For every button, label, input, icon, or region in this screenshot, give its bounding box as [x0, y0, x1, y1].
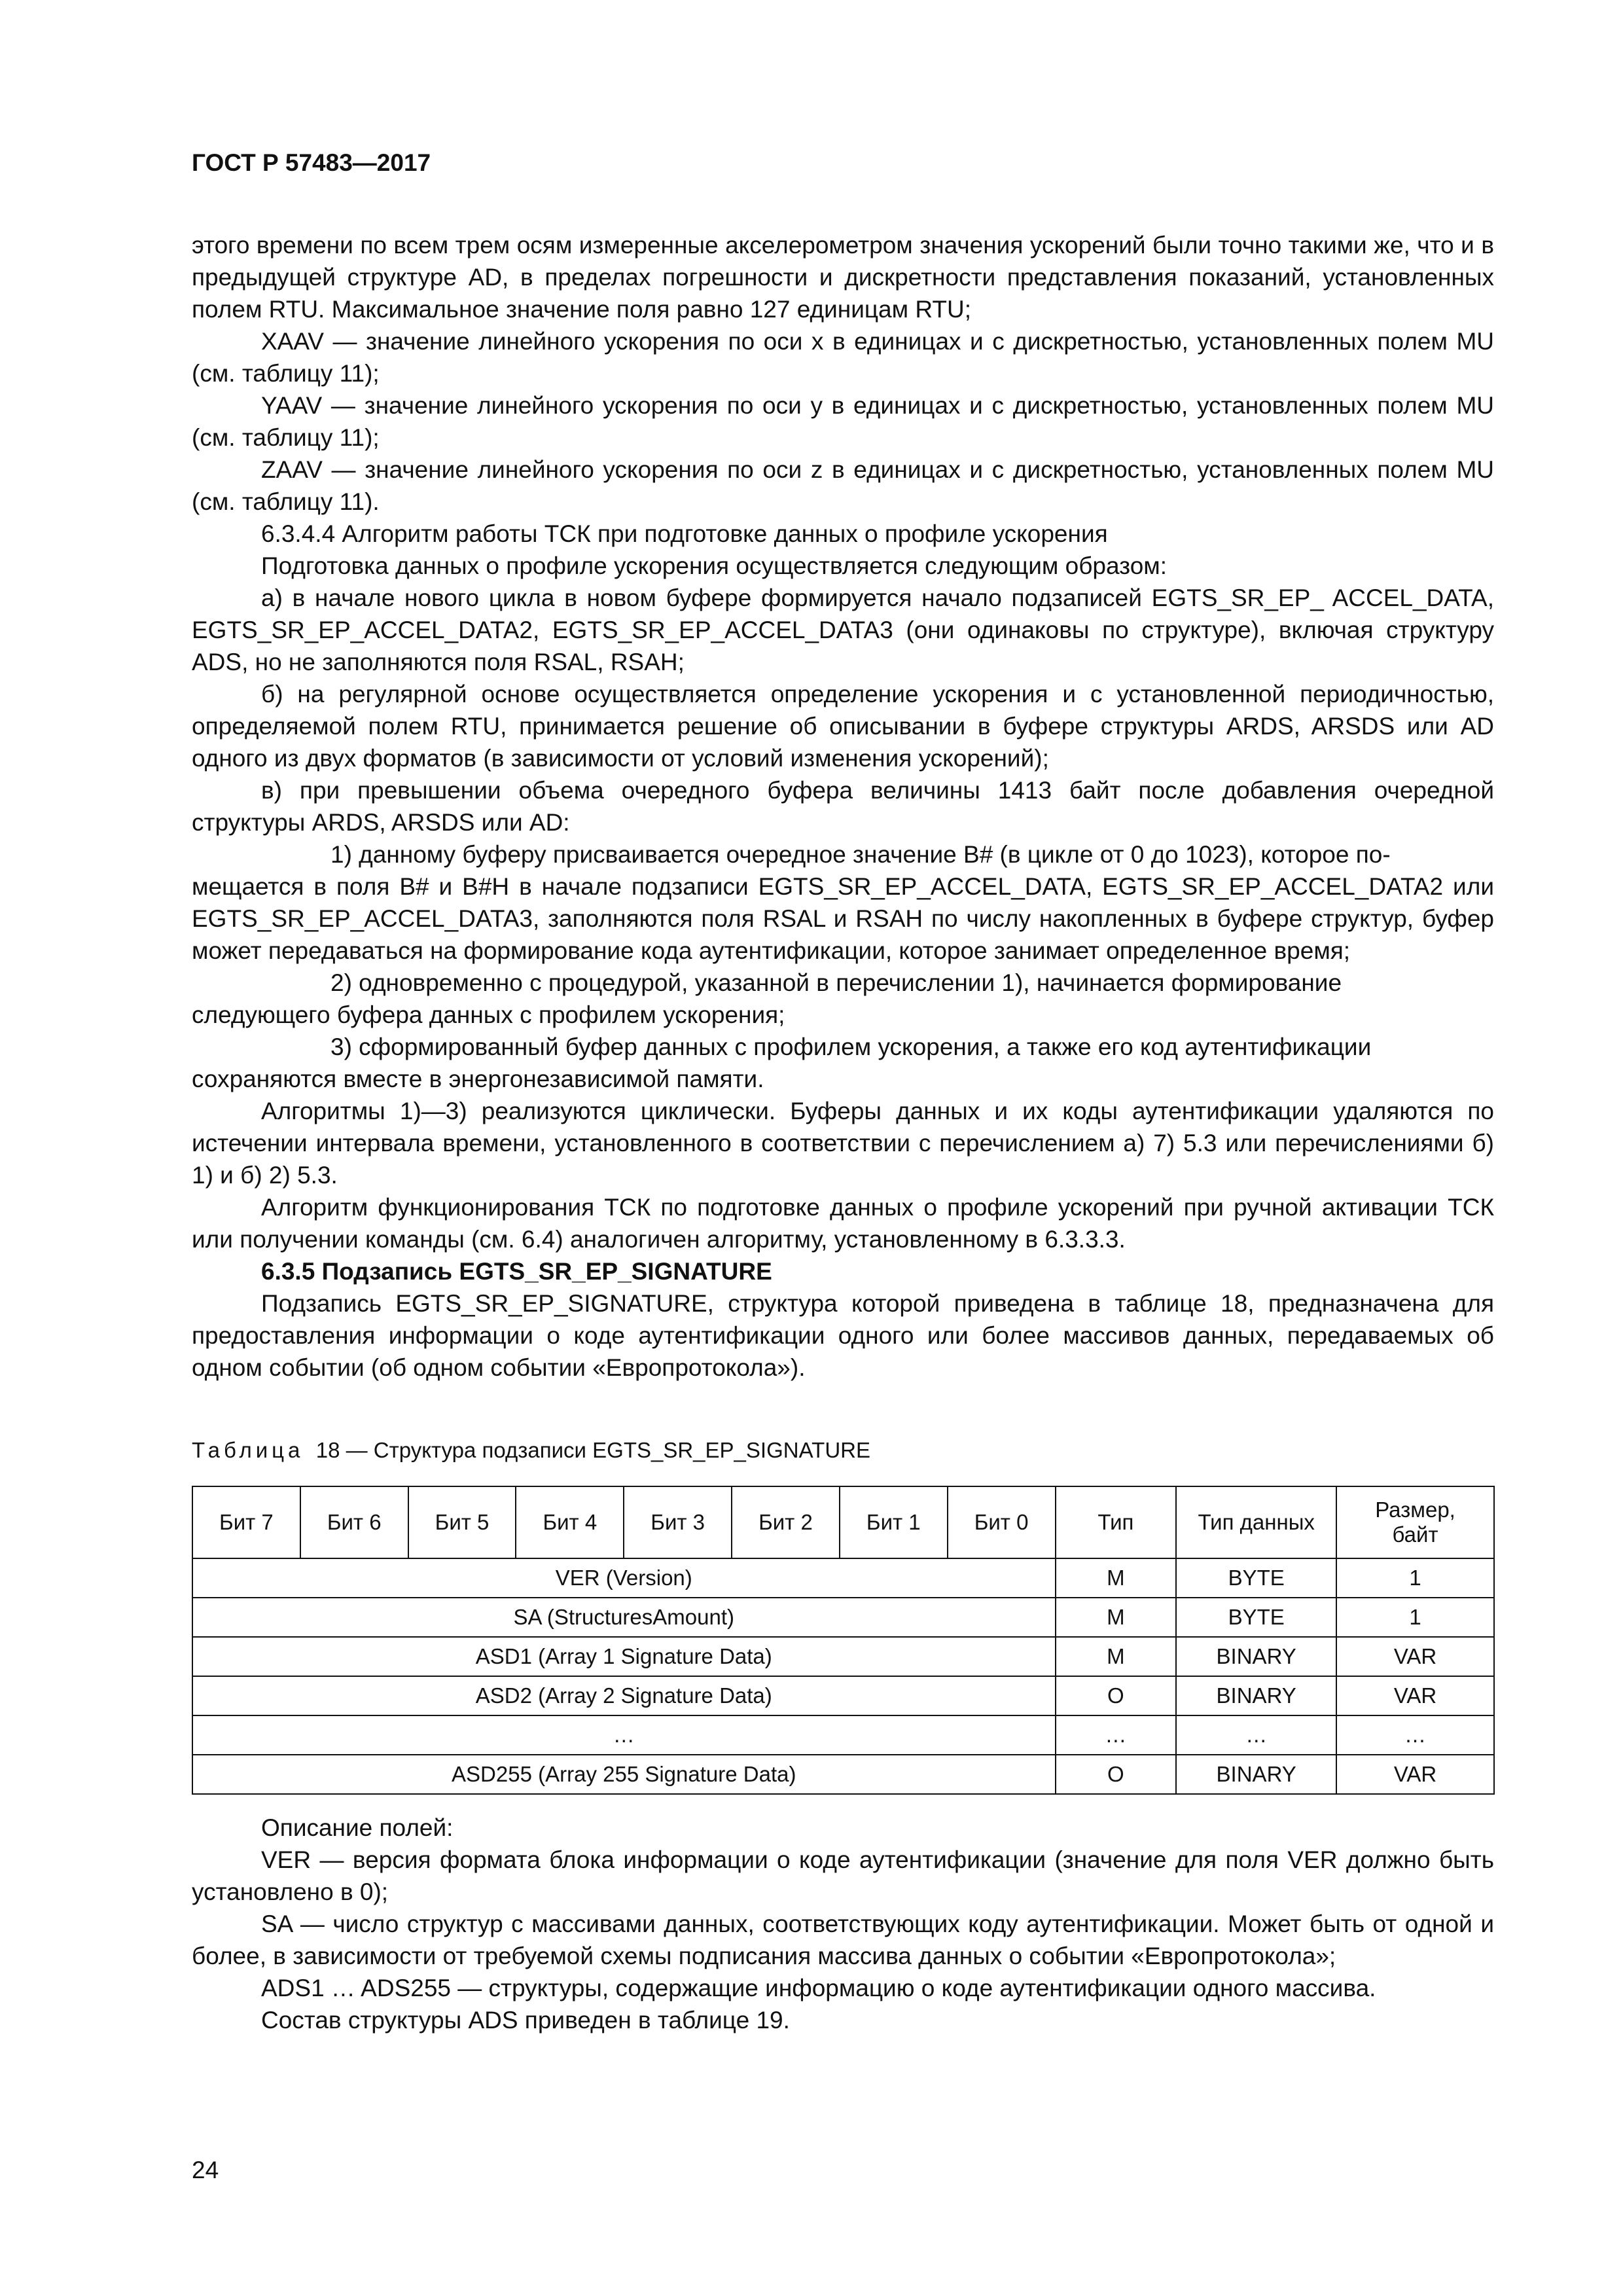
data-type-cell: BYTE [1176, 1598, 1336, 1637]
table-header-cell: Бит 4 [516, 1486, 624, 1558]
nested-item-rest: мещается в поля B# и B#H в начале подзаписи EGTS_SR_EP_ACCEL_DATA, EGTS_SR_EP_ACCEL_DATA2 или EGTS_SR_EP_ACCEL_DATA3, заполняются поля RSAL и RSAH по числу накопленных в буфере структур, буфер может передаваться на формирование кода аутентификации, которое занимает определенное время; [192, 873, 1494, 964]
table-row [192, 1676, 1494, 1715]
list-item: в) при превышении объема очередного буфера величины 1413 байт после добавления очередной структуры ARDS, ARSDS или AD: [192, 777, 1494, 836]
description-item: Состав структуры ADS приведен в таблице 19. [261, 2007, 790, 2034]
data-type-cell: BINARY [1176, 1755, 1336, 1794]
table-header-cell: Бит 5 [408, 1486, 516, 1558]
data-type-cell: BINARY [1176, 1637, 1336, 1676]
table-header-cell: Размер, байт [1336, 1486, 1494, 1558]
size-cell: VAR [1336, 1637, 1494, 1676]
nested-list-item [192, 967, 1494, 1031]
list-item: а) в начале нового цикла в новом буфере формируется начало подзаписей EGTS_SR_EP_ ACCEL_DATA, EGTS_SR_EP_ACCEL_DATA2, EGTS_SR_EP_ACCEL_DATA3 (они одинаковы по структуре), включая структуру ADS, но не заполняются поля RSAL, RSAH; [192, 584, 1494, 675]
table-header-cell: Бит 7 [192, 1486, 300, 1558]
description-item: VER — версия формата блока информации о коде аутентификации (значение для поля VER должно быть установлено в 0); [192, 1846, 1494, 1905]
paragraph: Подготовка данных о профиле ускорения осуществляется следующим образом: [261, 552, 1167, 579]
nested-list-item [192, 1031, 1494, 1095]
paragraph: Алгоритм функционирования ТСК по подготовке данных о профиле ускорений при ручной активации ТСК или получении команды (см. 6.4) аналогичен алгоритму, установленному в 6.3.3.3. [192, 1194, 1494, 1253]
nested-item-rest: сохраняются вместе в энергонезависимой памяти. [192, 1066, 764, 1092]
nested-item-rest: следующего буфера данных с профилем ускорения; [192, 1001, 785, 1028]
size-cell: 1 [1336, 1558, 1494, 1598]
type-cell: … [1056, 1715, 1177, 1755]
paragraph: Алгоритмы 1)—3) реализуются циклически. Буферы данных и их коды аутентификации удаляются по истечении интервала времени, установленного в соответствии с перечислением а) 7) 5.3 или перечислениями б) 1) и б) 2) 5.3. [192, 1098, 1494, 1189]
table-header-cell: Бит 2 [732, 1486, 840, 1558]
type-cell: M [1056, 1558, 1177, 1598]
paragraph: XAAV — значение линейного ускорения по оси x в единицах и с дискретностью, установленных полем MU (см. таблицу 11); [192, 328, 1494, 387]
nested-list-item [192, 838, 1494, 967]
size-cell: 1 [1336, 1598, 1494, 1637]
nested-item-first-line: 2) одновременно с процедурой, указанной в перечислении 1), начинается формирование [330, 969, 1342, 996]
data-type-cell: … [1176, 1715, 1336, 1755]
table-caption [192, 1438, 870, 1463]
nested-item-first-line: 1) данному буферу присваивается очередное значение B# (в цикле от 0 до 1023), которое по- [330, 841, 1391, 868]
list-item: б) на регулярной основе осуществляется определение ускорения и с установленной периодичностью, определяемой полем RTU, принимается решение об описывании в буфере структуры ARDS, ARSDS или AD одного из двух форматов (в зависимости от условий изменения ускорений); [192, 681, 1494, 772]
paragraph: этого времени по всем трем осям измеренные акселерометром значения ускорений были точно такими же, что и в предыдущей структуре AD, в пределах погрешности и дискретности представления показаний, установленных полем RTU. Максимальное значение поля равно 127 единицам RTU; [192, 232, 1494, 323]
table-header-cell: Бит 3 [624, 1486, 732, 1558]
data-type-cell: BINARY [1176, 1676, 1336, 1715]
field-cell: ASD255 (Array 255 Signature Data) [192, 1755, 1056, 1794]
table-row [192, 1598, 1494, 1637]
nested-item-first-line: 3) сформированный буфер данных с профилем ускорения, а также его код аутентификации [330, 1033, 1372, 1060]
signature-structure-table [192, 1486, 1495, 1795]
size-cell: VAR [1336, 1755, 1494, 1794]
subsection-heading: 6.3.4.4 Алгоритм работы ТСК при подготовке данных о профиле ускорения [261, 520, 1108, 547]
table-row [192, 1715, 1494, 1755]
size-cell: VAR [1336, 1676, 1494, 1715]
table-row [192, 1755, 1494, 1794]
table-header-cell: Бит 0 [948, 1486, 1056, 1558]
type-cell: O [1056, 1676, 1177, 1715]
field-cell: ASD1 (Array 1 Signature Data) [192, 1637, 1056, 1676]
description-item: SA — число структур с массивами данных, соответствующих коду аутентификации. Может быть от одной и более, в зависимости от требуемой схемы подписания массива данных о событии «Европротокола»; [192, 1910, 1494, 1969]
data-type-cell: BYTE [1176, 1558, 1336, 1598]
body-text [192, 229, 1494, 1384]
type-cell: M [1056, 1598, 1177, 1637]
field-cell: ASD2 (Array 2 Signature Data) [192, 1676, 1056, 1715]
table-header-cell: Бит 6 [300, 1486, 408, 1558]
table-caption-label: Таблица [192, 1438, 304, 1462]
table-caption-text: 18 — Структура подзаписи EGTS_SR_EP_SIGNATURE [315, 1438, 870, 1462]
size-cell: … [1336, 1715, 1494, 1755]
paragraph: YAAV — значение линейного ускорения по оси y в единицах и с дискретностью, установленных полем MU (см. таблицу 11); [192, 392, 1494, 451]
paragraph: ZAAV — значение линейного ускорения по оси z в единицах и с дискретностью, установленных полем MU (см. таблицу 11). [192, 456, 1494, 515]
field-descriptions [192, 1812, 1494, 2036]
table-header-cell: Тип данных [1176, 1486, 1336, 1558]
document-header: ГОСТ Р 57483—2017 [192, 149, 431, 176]
table-header-cell: Бит 1 [840, 1486, 948, 1558]
page-number: 24 [192, 2157, 219, 2183]
description-heading: Описание полей: [261, 1814, 454, 1841]
paragraph: Подзапись EGTS_SR_EP_SIGNATURE, структура которой приведена в таблице 18, предназначена для предоставления информации о коде аутентификации одного или более массивов данных, передаваемых об одном событии (об одном событии «Европротокола»). [192, 1290, 1494, 1381]
table-header-cell: Тип [1056, 1486, 1177, 1558]
section-heading: 6.3.5 Подзапись EGTS_SR_EP_SIGNATURE [261, 1258, 772, 1285]
field-cell: SA (StructuresAmount) [192, 1598, 1056, 1637]
description-item: ADS1 … ADS255 — структуры, содержащие информацию о коде аутентификации одного массива. [261, 1975, 1376, 2001]
field-cell: VER (Version) [192, 1558, 1056, 1598]
table-row [192, 1637, 1494, 1676]
table-row [192, 1558, 1494, 1598]
field-cell: … [192, 1715, 1056, 1755]
type-cell: O [1056, 1755, 1177, 1794]
table-header-row [192, 1486, 1494, 1558]
type-cell: M [1056, 1637, 1177, 1676]
